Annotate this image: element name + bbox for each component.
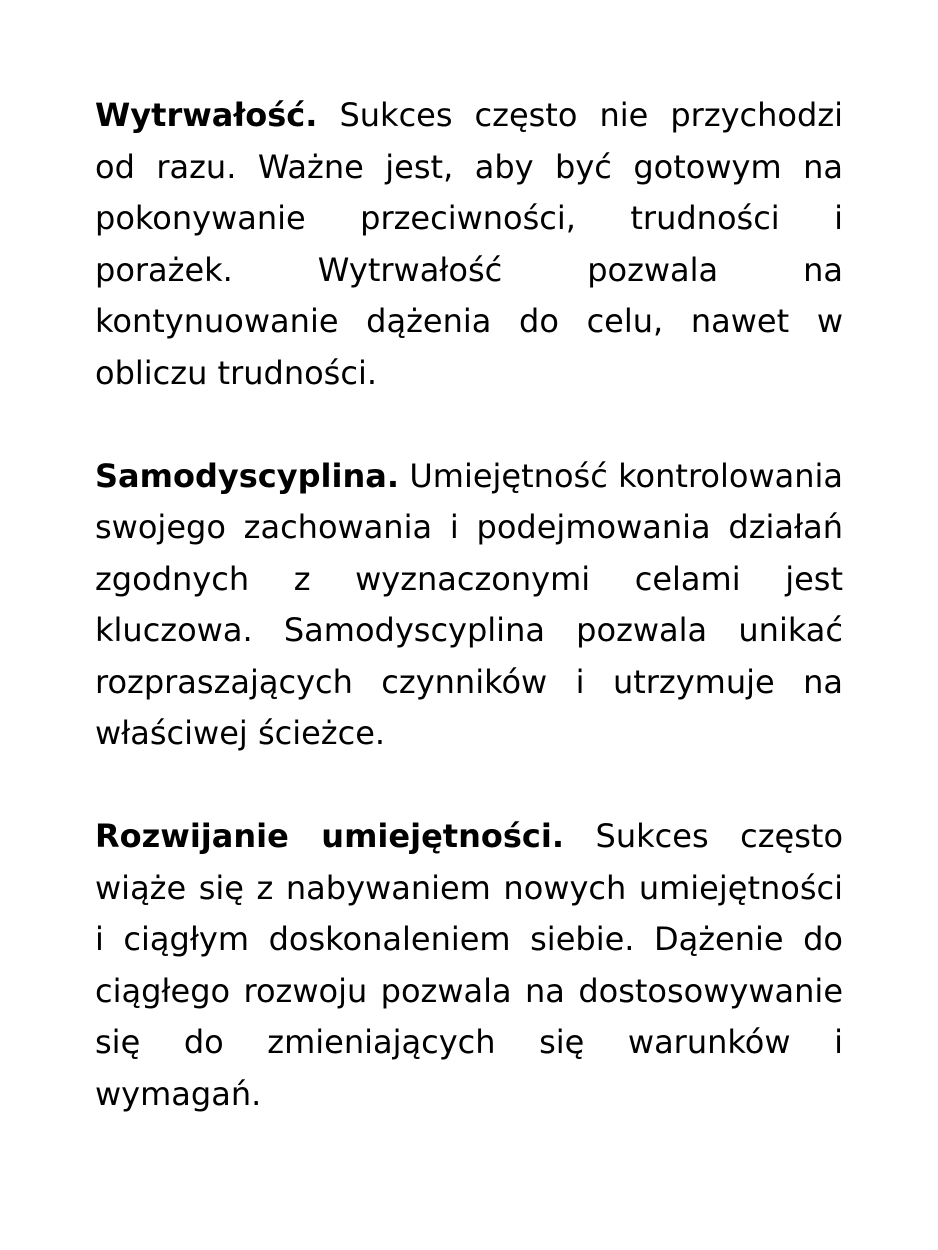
paragraph-body: Sukces często nie przychodzi od razu. Ważne jest, aby być gotowym na pokonywanie przeciwności, trudności i porażek. Wytrwałość pozwala na kontynuowanie dążenia do celu, nawet w obliczu trudności. [95,96,844,392]
paragraph-body: Sukces często wiąże się z nabywaniem nowych umiejętności i ciągłym doskonaleniem siebie. Dążenie do ciągłego rozwoju pozwala na dostosowywanie się do zmieniających się warunków i wymagań. [95,817,844,1113]
paragraph-heading: Wytrwałość. [95,96,318,134]
paragraph-heading: Rozwijanie umiejętności. [95,817,564,855]
document-page [95,90,843,1120]
paragraph-heading: Samodyscyplina. [95,456,399,495]
paragraph-samodyscyplina [95,451,843,760]
paragraph-rozwijanie-umiejetnosci [95,811,843,1120]
paragraph-body: Umiejętność kontrolowania swojego zachowania i podejmowania działań zgodnych z wyznaczonymi celami jest kluczowa. Samodyscyplina pozwala unikać rozpraszających czynników i utrzymuje na właściwej ścieżce. [95,456,844,752]
paragraph-wytrwalosc [95,90,843,399]
